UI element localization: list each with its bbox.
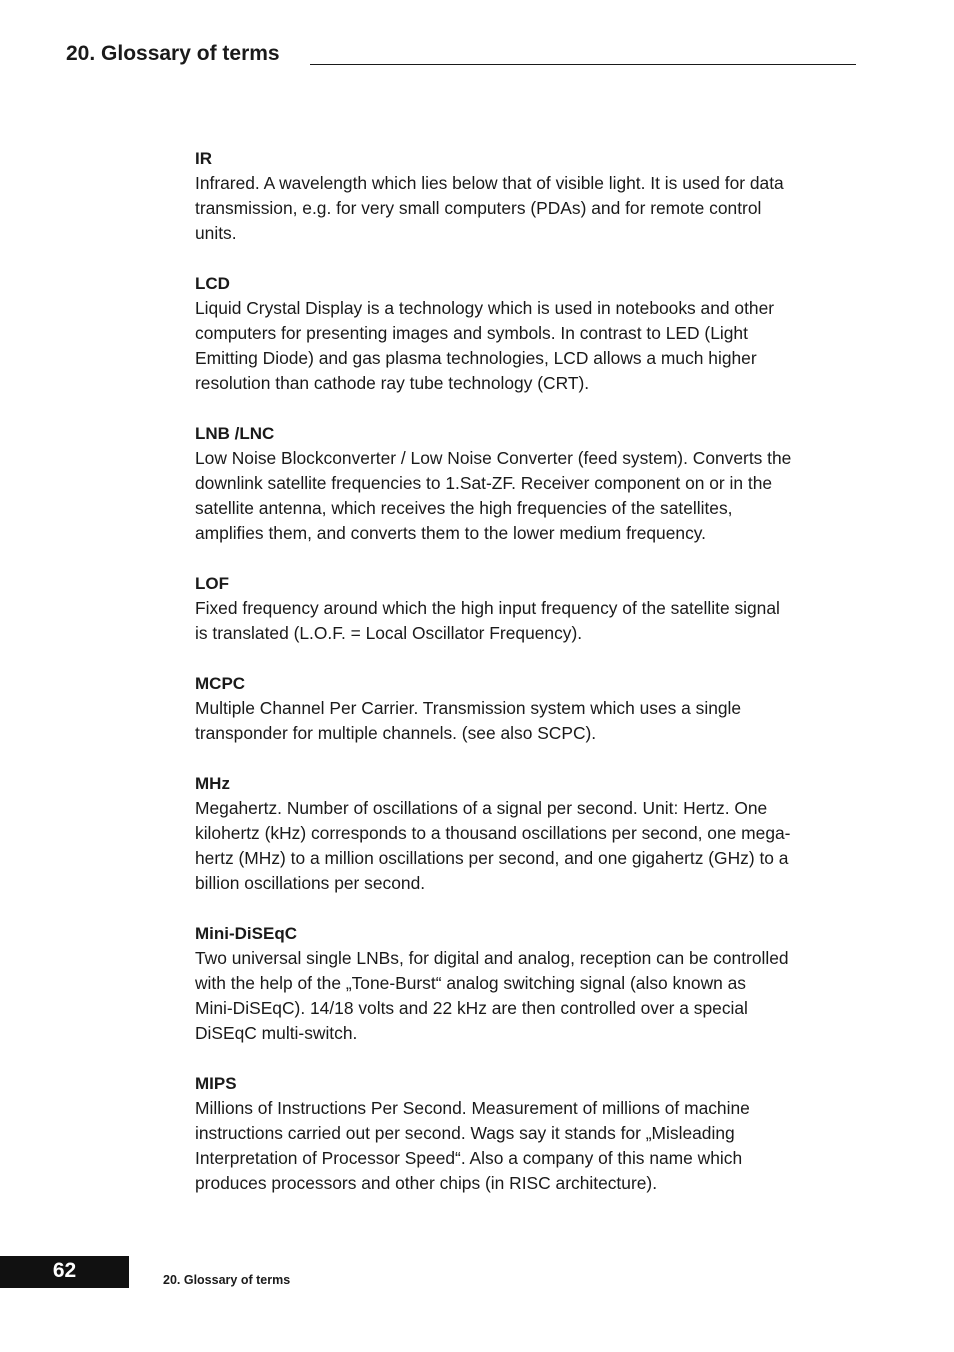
glossary-entry-lof [195,571,857,646]
glossary-term: IR [195,149,212,168]
glossary-definition: Fixed frequency around which the high input frequency of the satellite signal is translated (L.O.F. = Local Oscillator Frequency). [195,598,780,643]
page-title: 20. Glossary of terms [66,42,280,65]
glossary-definition: Infrared. A wavelength which lies below that of visible light. It is used for data transmission, e.g. for very small computers (PDAs) and for remote control units. [195,173,784,243]
glossary-entry-lcd [195,271,857,396]
glossary-term: LCD [195,274,230,293]
glossary-list [195,146,857,1221]
footer-section-label: 20. Glossary of terms [163,1273,291,1287]
glossary-definition: Low Noise Blockconverter / Low Noise Converter (feed system). Converts the downlink satellite frequencies to 1.Sat-ZF. Receiver component on or in the satellite antenna, which receives the high frequencies of the satellites, amplifies them, and converts them to the lower medium frequency. [195,448,792,543]
glossary-definition: Liquid Crystal Display is a technology which is used in notebooks and other computers for presenting images and symbols. In contrast to LED (Light Emitting Diode) and gas plasma technologies, LCD allows a much higher resolution than cathode ray tube technology (CRT). [195,298,775,393]
glossary-entry-mhz [195,771,857,896]
glossary-entry-mcpc [195,671,857,746]
header-rule [310,64,856,65]
glossary-term: MIPS [195,1074,237,1093]
glossary-definition: Multiple Channel Per Carrier. Transmission system which uses a single transponder for multiple channels. (see also SCPC). [195,698,742,743]
glossary-term: Mini-DiSEqC [195,924,297,943]
glossary-entry-ir [195,146,857,246]
glossary-definition: Two universal single LNBs, for digital and analog, reception can be controlled with the help of the „Tone-Burst“ analog switching signal (also known as Mini-DiSEqC). 14/18 volts and 22 kHz are then controlled over a special DiSEqC multi-switch. [195,948,789,1043]
glossary-entry-mini-diseqc [195,921,857,1046]
page-number: 62 [0,1256,129,1288]
glossary-entry-lnb-lnc [195,421,857,546]
glossary-term: MCPC [195,674,246,693]
glossary-term: MHz [195,774,230,793]
glossary-entry-mips [195,1071,857,1196]
glossary-term: LNB /LNC [195,424,275,443]
glossary-definition: Megahertz. Number of oscillations of a signal per second. Unit: Hertz. One kilohertz (kHz) corresponds to a thousand oscillations per second, one mega- hertz (MHz) to a million oscillations per second, and one gigahertz (GHz) to a billion oscillations per second. [195,798,791,893]
glossary-definition: Millions of Instructions Per Second. Measurement of millions of machine instructions carried out per second. Wags say it stands for „Misleading Interpretation of Processor Speed“. Also a company of this name which produces processors and other chips (in RISC architecture). [195,1098,750,1193]
page-header [66,42,856,72]
glossary-term: LOF [195,574,229,593]
